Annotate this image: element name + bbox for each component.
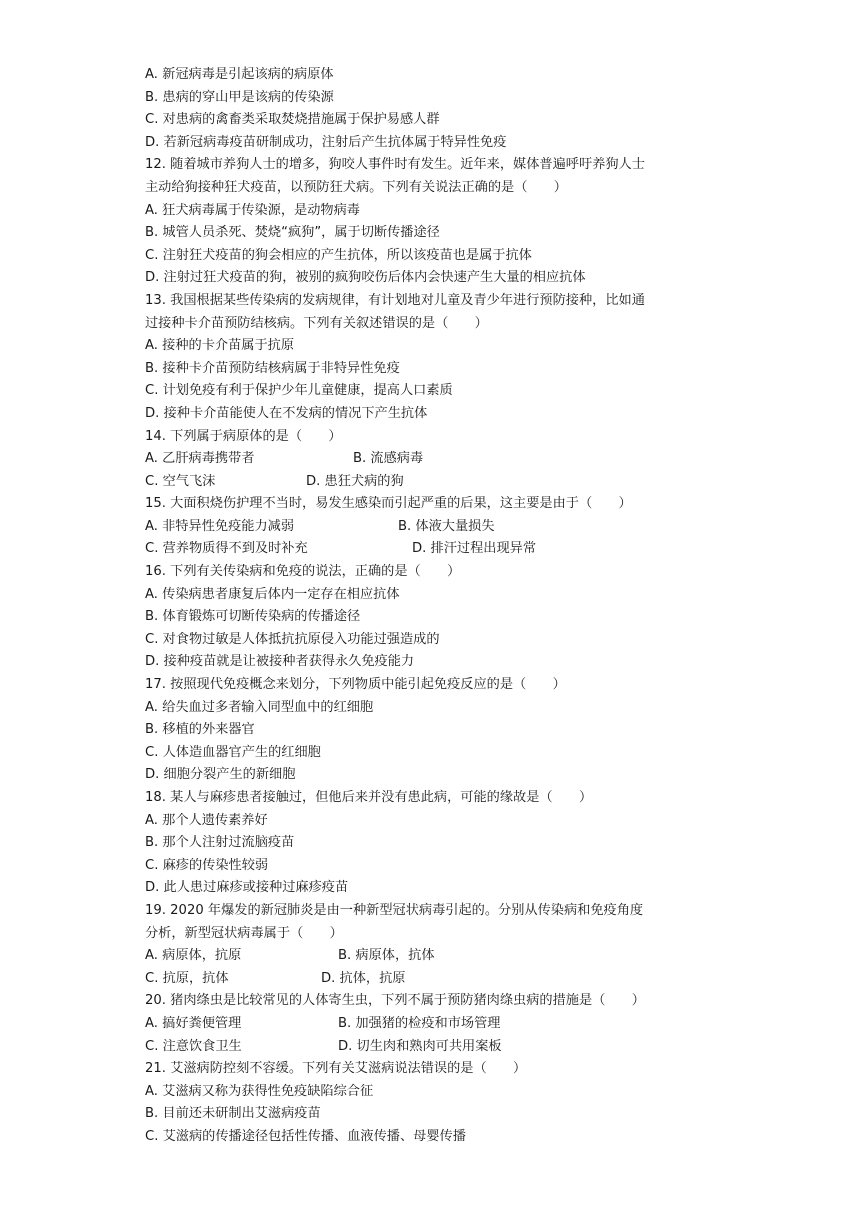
q14-stem: 14. 下列属于病原体的是（ ） — [145, 428, 342, 444]
q19-stem-line2: 分析，新型冠状病毒属于（ ） — [145, 925, 343, 941]
q19-option-a: A. 病原体，抗原 — [145, 948, 242, 964]
q14-options-row2 — [145, 471, 735, 494]
q11-option-d: D. 若新冠病毒疫苗研制成功，注射后产生抗体属于特异性免疫 — [145, 134, 507, 150]
q13-option-a: A. 接种的卡介苗属于抗原 — [145, 338, 295, 354]
q15-stem: 15. 大面积烧伤护理不当时，易发生感染而引起严重的后果，这主要是由于（ ） — [145, 496, 632, 512]
q13-option-b: B. 接种卡介苗预防结核病属于非特异性免疫 — [145, 360, 400, 376]
q16-option-c: C. 对食物过敏是人体抵抗抗原侵入功能过强造成的 — [145, 631, 440, 647]
q12-option-c: C. 注射狂犬疫苗的狗会相应的产生抗体，所以该疫苗也是属于抗体 — [145, 247, 532, 263]
q12-stem-line1: 12. 随着城市养狗人士的增多，狗咬人事件时有发生。近年来，媒体普遍呼吁养狗人士 — [145, 157, 645, 173]
q14-option-c: C. 空气飞沫 — [145, 473, 216, 489]
q15-options-row1 — [145, 516, 735, 539]
q11-option-c: C. 对患病的禽畜类采取焚烧措施属于保护易感人群 — [145, 112, 440, 128]
q19-option-b: B. 病原体，抗体 — [338, 948, 435, 964]
q14-options-row1 — [145, 448, 735, 471]
q21-option-a: A. 艾滋病又称为获得性免疫缺陷综合征 — [145, 1083, 374, 1099]
q17-option-c: C. 人体造血器官产生的红细胞 — [145, 744, 321, 760]
q21-option-b: B. 目前还未研制出艾滋病疫苗 — [145, 1106, 321, 1122]
q15-option-b: B. 体液大量损失 — [398, 518, 495, 534]
q14-option-a: A. 乙肝病毒携带者 — [145, 451, 255, 467]
q20-stem: 20. 猪肉绦虫是比较常见的人体寄生虫，下列不属于预防猪肉绦虫病的措施是（ ） — [145, 993, 645, 1009]
q19-option-d: D. 抗体，抗原 — [321, 970, 406, 986]
q12-option-b: B. 城管人员杀死、焚烧“疯狗”，属于切断传播途径 — [145, 225, 440, 241]
q12-option-a: A. 狂犬病毒属于传染源，是动物病毒 — [145, 202, 360, 218]
q20-option-d: D. 切生肉和熟肉可共用案板 — [338, 1038, 502, 1054]
q17-stem: 17. 按照现代免疫概念来划分，下列物质中能引起免疫反应的是（ ） — [145, 677, 566, 693]
q15-option-d: D. 排汗过程出现异常 — [412, 541, 537, 557]
q19-stem-line1: 19. 2020 年爆发的新冠肺炎是由一种新型冠状病毒引起的。分别从传染病和免疫角度 — [145, 902, 644, 918]
q11-option-b: B. 患病的穿山甲是该病的传染源 — [145, 89, 334, 105]
q15-options-row2 — [145, 538, 735, 561]
q20-option-a: A. 搞好粪便管理 — [145, 1015, 242, 1031]
q17-option-a: A. 给失血过多者输入同型血中的红细胞 — [145, 699, 374, 715]
q18-option-d: D. 此人患过麻疹或接种过麻疹疫苗 — [145, 880, 349, 896]
q16-option-a: A. 传染病患者康复后体内一定存在相应抗体 — [145, 586, 400, 602]
q13-stem-line2: 过接种卡介苗预防结核病。下列有关叙述错误的是（ ） — [145, 315, 488, 331]
q18-option-b: B. 那个人注射过流脑疫苗 — [145, 835, 295, 851]
q13-option-c: C. 计划免疫有利于保护少年儿童健康，提高人口素质 — [145, 383, 453, 399]
q18-option-a: A. 那个人遗传素养好 — [145, 812, 268, 828]
q21-option-c: C. 艾滋病的传播途径包括性传播、血液传播、母婴传播 — [145, 1128, 466, 1144]
q19-option-c: C. 抗原，抗体 — [145, 970, 229, 986]
question-list — [145, 64, 735, 1149]
q16-option-d: D. 接种疫苗就是让被接种者获得永久免疫能力 — [145, 654, 415, 670]
q16-option-b: B. 体育锻炼可切断传染病的传播途径 — [145, 609, 361, 625]
q20-option-c: C. 注意饮食卫生 — [145, 1038, 242, 1054]
q17-option-d: D. 细胞分裂产生的新细胞 — [145, 767, 296, 783]
q20-option-b: B. 加强猪的检疫和市场管理 — [338, 1015, 501, 1031]
q18-stem: 18. 某人与麻疹患者接触过，但他后来并没有患此病，可能的缘故是（ ） — [145, 790, 593, 805]
q13-stem-line1: 13. 我国根据某些传染病的发病规律，有计划地对儿童及青少年进行预防接种，比如通 — [145, 292, 645, 308]
q19-options-row1 — [145, 945, 735, 968]
q17-option-b: B. 移植的外来器官 — [145, 722, 255, 738]
q15-option-c: C. 营养物质得不到及时补充 — [145, 541, 308, 557]
q12-option-d: D. 注射过狂犬疫苗的狗，被别的疯狗咬伤后体内会快速产生大量的相应抗体 — [145, 270, 586, 286]
q20-options-row2 — [145, 1036, 735, 1059]
q20-options-row1 — [145, 1013, 735, 1036]
q11-option-a: A. 新冠病毒是引起该病的病原体 — [145, 67, 334, 82]
q16-stem: 16. 下列有关传染病和免疫的说法，正确的是（ ） — [145, 564, 461, 580]
q14-option-d: D. 患狂犬病的狗 — [306, 473, 404, 489]
q21-stem: 21. 艾滋病防控刻不容缓。下列有关艾滋病说法错误的是（ ） — [145, 1061, 527, 1077]
q18-option-c: C. 麻疹的传染性较弱 — [145, 857, 269, 873]
q15-option-a: A. 非特异性免疫能力减弱 — [145, 518, 295, 534]
q14-option-b: B. 流感病毒 — [353, 451, 424, 467]
q13-option-d: D. 接种卡介苗能使人在不发病的情况下产生抗体 — [145, 405, 428, 421]
q12-stem-line2: 主动给狗接种狂犬疫苗，以预防狂犬病。下列有关说法正确的是（ ） — [145, 179, 567, 195]
q19-options-row2 — [145, 968, 735, 991]
